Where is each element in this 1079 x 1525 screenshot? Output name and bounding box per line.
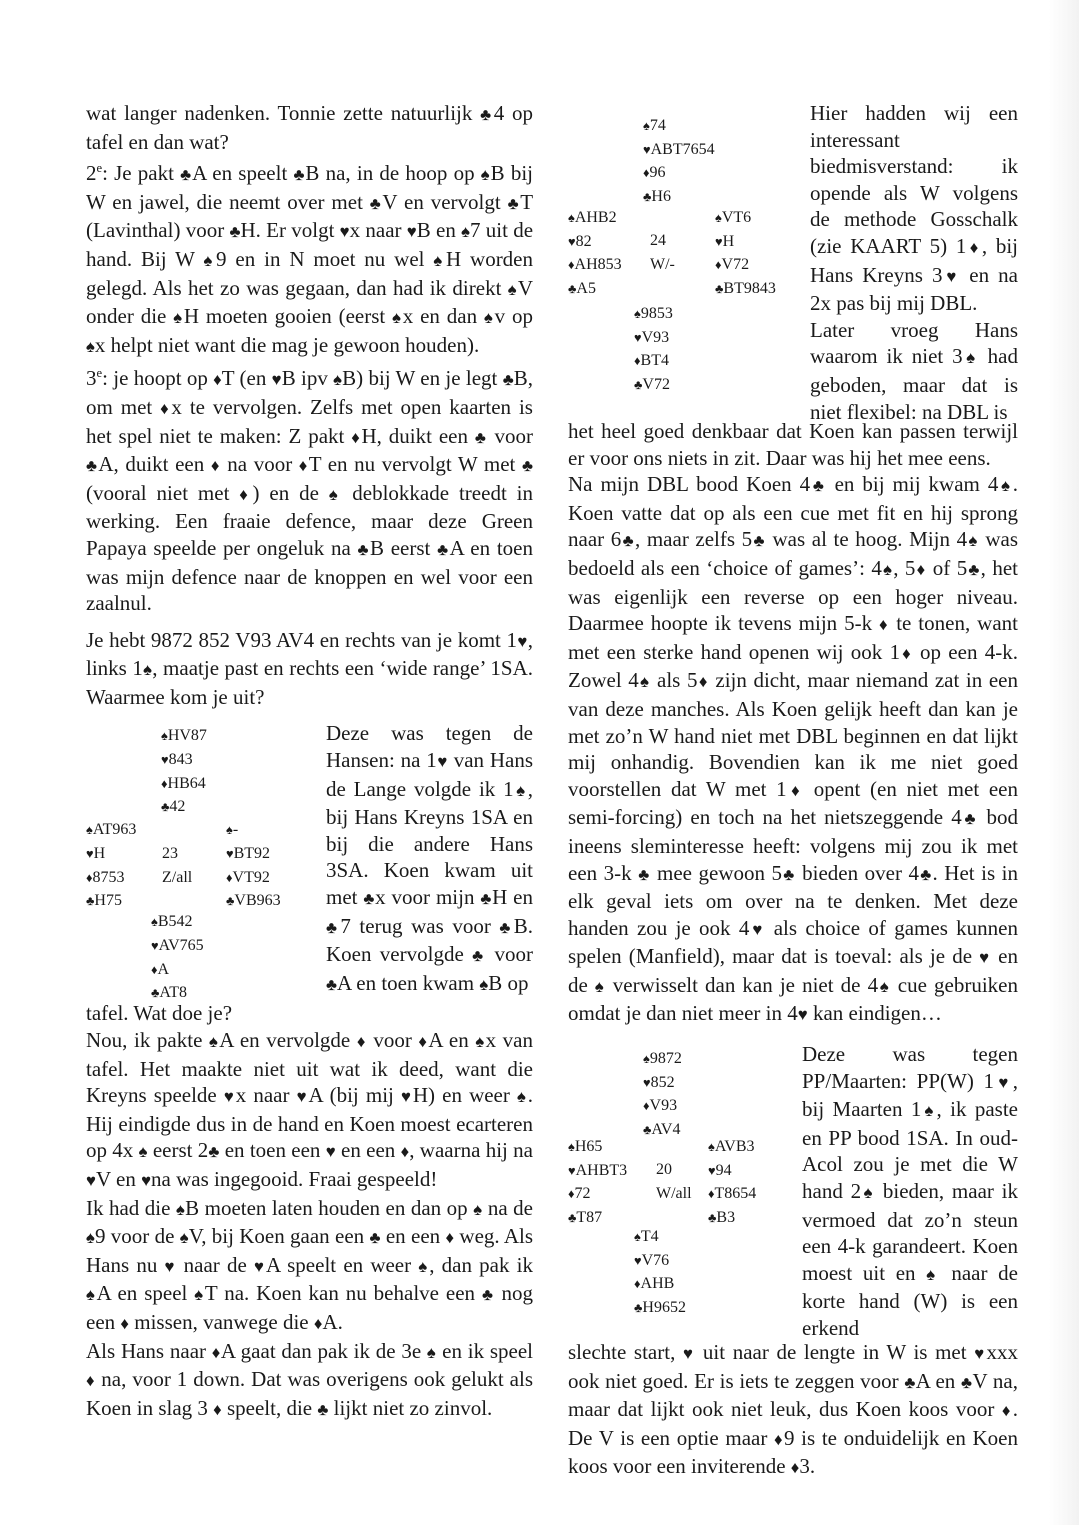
board-number: 20 [656,1161,672,1179]
suit-holding: ♥843 [161,751,193,769]
suit-holding: ♦A [151,960,170,978]
paragraph: Deze was tegen PP/Maarten: PP(W) 1♥, bij Maarten 1♠, ik paste en PP bood 1SA. In oud-Acol zou je met die W hand 2♠ bieden, maar ik vermoed dat zo’n steun een 4-k garandeert. Koen moest uit en ♠ naar de korte hand (W) is een erkend [802,1042,1018,1340]
suit-holding: ♥V93 [634,328,670,346]
paragraph: wat langer nadenken. Tonnie zette natuurlijk ♣4 op tafel en dan wat? [86,101,534,154]
suit-holding: ♠9853 [634,305,673,322]
suit-holding: ♦V93 [643,1097,678,1115]
hand-south [634,1225,686,1319]
hand-north [643,114,715,208]
board-info [650,229,675,276]
paragraph: tafel. Wat doe je? [86,1001,233,1026]
suit-holding: ♠74 [643,117,666,134]
hand-south [151,910,204,1004]
hand-west [568,1135,627,1229]
dealer-vulnerability: W/all [656,1184,692,1202]
suit-holding: ♥BT92 [226,845,271,863]
paragraph: Hier hadden wij een interessant biedmisverstand: ik opende als W volgens de methode Gosschalk (zie KAART 5) 1♦, bij Hans Kreyns 3♥ en na 2x pas bij mij DBL. [810,101,1018,316]
page-edge-shadow [1049,0,1079,1525]
suit-holding: ♣VB963 [226,892,281,910]
suit-holding: ♥H [715,232,735,250]
suit-holding: ♣B3 [708,1208,736,1226]
hand-west [86,818,136,912]
suit-holding: ♣A5 [568,279,596,297]
suit-holding: ♠T4 [634,1228,659,1246]
dealer-vulnerability: W/- [650,255,675,273]
left-column [86,100,533,1423]
deal-block-20 [568,1043,1018,1339]
suit-holding: ♦72 [568,1185,591,1203]
paragraph: het heel goed denkbaar dat Koen kan passen terwijl er voor ons niets in zit. Daar was hij het mee eens. [568,419,1018,470]
paragraph: slechte start, ♥ uit naar de lengte in W is met ♥xxx ook niet goed. Er is iets te zeggen voor ♣A en ♣V na, maar dat lijkt ook niet leuk, dus Koen koos voor ♦. De V is een optie maar ♦9 is te onduidelijk en Koen koos voor een inviterende ♦3. [568,1340,1019,1479]
suit-holding: ♣AV4 [643,1120,681,1138]
suit-holding: ♣H9652 [634,1298,686,1316]
suit-holding: ♣V72 [634,375,670,393]
suit-holding: ♠VT6 [715,209,752,226]
suit-holding: ♦T8654 [708,1185,757,1203]
paragraph: Na mijn DBL bood Koen 4♣ en bij mij kwam 4♠. Koen vatte dat op als een cue met fit en hij sprong naar 6♣, maar zelfs 5♣ was al te hoog. Mijn 4♠ was bedoeld als een ‘choice of games’: 4♠, 5♦ of 5♣, het was eigenlijk een reverse op een hoger niveau. Daarmee hoopte ik tevens mijn 5-k ♦ te tonen, want met een sterke hand openen wij ook 1♦ op een 4-k. Zowel 4♠ als 5♦ zijn dicht, maar niemand zat in een van deze manches. Als Koen gelijk heeft dan kan je met zo’n W hand niet met DBL beginnen en dat lijkt mij onhandig. Bovendien kan ik me niet goed voorstellen dat W met 1♦ opent (en niet met een semi-forcing) en toch na het nietszeggende 4♣ bod ineens sleminteresse heeft: volgens mij zou ik met een 3-k ♣ mee gewoon 5♣ bieden over 4♣. Het is in elk geval iets om over na te denken. Met deze handen zou je ook 4♥ als choice of games kunnen spelen (Manfield), maar dat is toeval: als je de ♥ en de ♠ verwisselt dan kan je niet de 4♠ cue gebruiken omdat je dan niet meer in 4♥ kan eindigen… [568,472,1019,1026]
deal-commentary [810,100,1018,425]
suit-holding: ♣AT8 [151,984,187,1002]
paragraph: Nou, ik pakte ♠A en vervolgde ♦ voor ♦A en ♠x van tafel. Het maakte niet uit wat ik deed, want die Kreyns speelde ♥x naar ♥A (bij mij ♥H) en weer ♠. Hij eindigde dus in de hand en Koen moest ecarteren op 4x ♠ eerst 2♣ en toen een ♥ en een ♦, waarna hij na ♥V en ♥na was ingegooid. Fraai gespeeld! [86,1028,534,1192]
suit-holding: ♥94 [708,1161,732,1179]
suit-holding: ♠AVB3 [708,1138,755,1156]
suit-holding: ♥852 [643,1073,675,1091]
paragraph: 3e: je hoopt op ♦T (en ♥B ipv ♠B) bij W en je legt ♣B, om met ♦x te vervolgen. Zelfs met open kaarten is het spel niet te maken: Z pakt ♦H, duikt een ♣ voor ♣A, duikt een ♦ na voor ♦T en nu vervolgt W met ♣ (vooral niet met ♦) en de ♠ deblokkade treedt in werking. Een fraaie defence, maar deze Green Papaya speelde per ongeluk na ♣B eerst ♣A en toen was mijn defence naar de knoppen en wel voor een zaalnul. [86,366,534,616]
suit-holding: ♣42 [161,798,186,816]
deal-commentary [326,720,533,998]
suit-holding: ♠HV87 [161,727,207,745]
right-column [568,100,1018,1482]
suit-holding: ♠AHB2 [568,209,617,226]
suit-holding: ♠9872 [643,1050,682,1068]
suit-holding: ♠- [226,821,239,839]
hand-north [643,1047,682,1141]
deal-block-23 [86,721,534,1002]
suit-holding: ♠H65 [568,1138,603,1156]
suit-holding: ♣T87 [568,1208,603,1226]
suit-holding: ♦96 [643,164,666,182]
suit-holding: ♥82 [568,232,592,250]
hand-south [634,302,673,396]
suit-holding: ♦AH853 [568,256,622,274]
paragraph: Ik had die ♠B moeten laten houden en dan op ♠ na de ♠9 voor de ♠V, bij Koen gaan een ♣ en een ♦ weg. Als Hans nu ♥ naar de ♥A speelt en weer ♠, dan pak ik ♠A en speel ♠T na. Koen kan nu behalve een ♣ nog een ♦ missen, vanwege die ♦A. [86,1195,534,1334]
board-info [162,842,192,889]
suit-holding: ♦V72 [715,256,750,274]
suit-holding: ♣BT9843 [715,279,776,297]
hand-east [708,1135,756,1229]
paragraph: Als Hans naar ♦A gaat dan pak ik de 3e ♠ en ik speel ♦ na, voor 1 down. Dat was overigens ook gelukt als Koen in slag 3 ♦ speelt, die ♣ lijkt niet zo zinvol. [86,1338,534,1420]
suit-holding: ♥AV765 [151,937,204,955]
board-number: 24 [650,232,666,249]
suit-holding: ♦BT4 [634,352,669,370]
hand-north [161,724,207,818]
board-number: 23 [162,845,178,863]
suit-holding: ♥V76 [634,1251,670,1269]
hand-east [715,206,776,300]
deal-block-24 [568,100,1018,424]
suit-holding: ♥H [86,845,106,863]
hand-east [226,818,281,912]
deal-commentary [802,1041,1018,1342]
paragraph: Later vroeg Hans waarom ik niet 3♠ had geboden, maar dat is niet flexibel: na DBL is [810,317,1018,424]
paragraph: Deze was tegen de Hansen: na 1♥ van Hans de Lange volgde ik 1♠, bij Hans Kreyns 1SA en bij die andere Hans 3SA. Koen kwam uit met ♣x voor mijn ♣H en ♣7 terug was voor ♣B. Koen vervolgde ♣ voor ♣A en toen kwam ♠B op [326,721,534,995]
suit-holding: ♠B542 [151,913,193,931]
paragraph: 2e: Je pakt ♣A en speelt ♣B na, in de hoop op ♠B bij W en jawel, die neemt over met ♣V en vervolgt ♣T (Lavinthal) voor ♣H. Er volgt ♥x naar ♥B en ♠7 uit de hand. Bij W ♠9 en in N moet nu wel ♠H worden gelegd. Als het zo was gegaan, dan had ik direkt ♠V onder die ♠H moeten gooien (eerst ♠x en dan ♠v op ♠x helpt niet want die mag je gewoon houden). [86,161,534,357]
board-info [656,1158,692,1205]
suit-holding: ♣H6 [643,187,671,205]
hand-west [568,206,622,300]
suit-holding: ♣H75 [86,892,122,910]
suit-holding: ♥AHBT3 [568,1161,628,1179]
lead-question: Je hebt 9872 852 V93 AV4 en rechts van je komt 1♥, links 1♠, maatje past en rechts een ‘wide range’ 1SA. Waarmee kom je uit? [86,627,534,709]
suit-holding: ♦HB64 [161,774,206,792]
dealer-vulnerability: Z/all [162,869,193,887]
suit-holding: ♥ABT7654 [643,140,715,158]
suit-holding: ♦VT92 [226,868,270,886]
suit-holding: ♦AHB [634,1275,675,1293]
suit-holding: ♦8753 [86,868,125,886]
suit-holding: ♠AT963 [86,821,137,839]
